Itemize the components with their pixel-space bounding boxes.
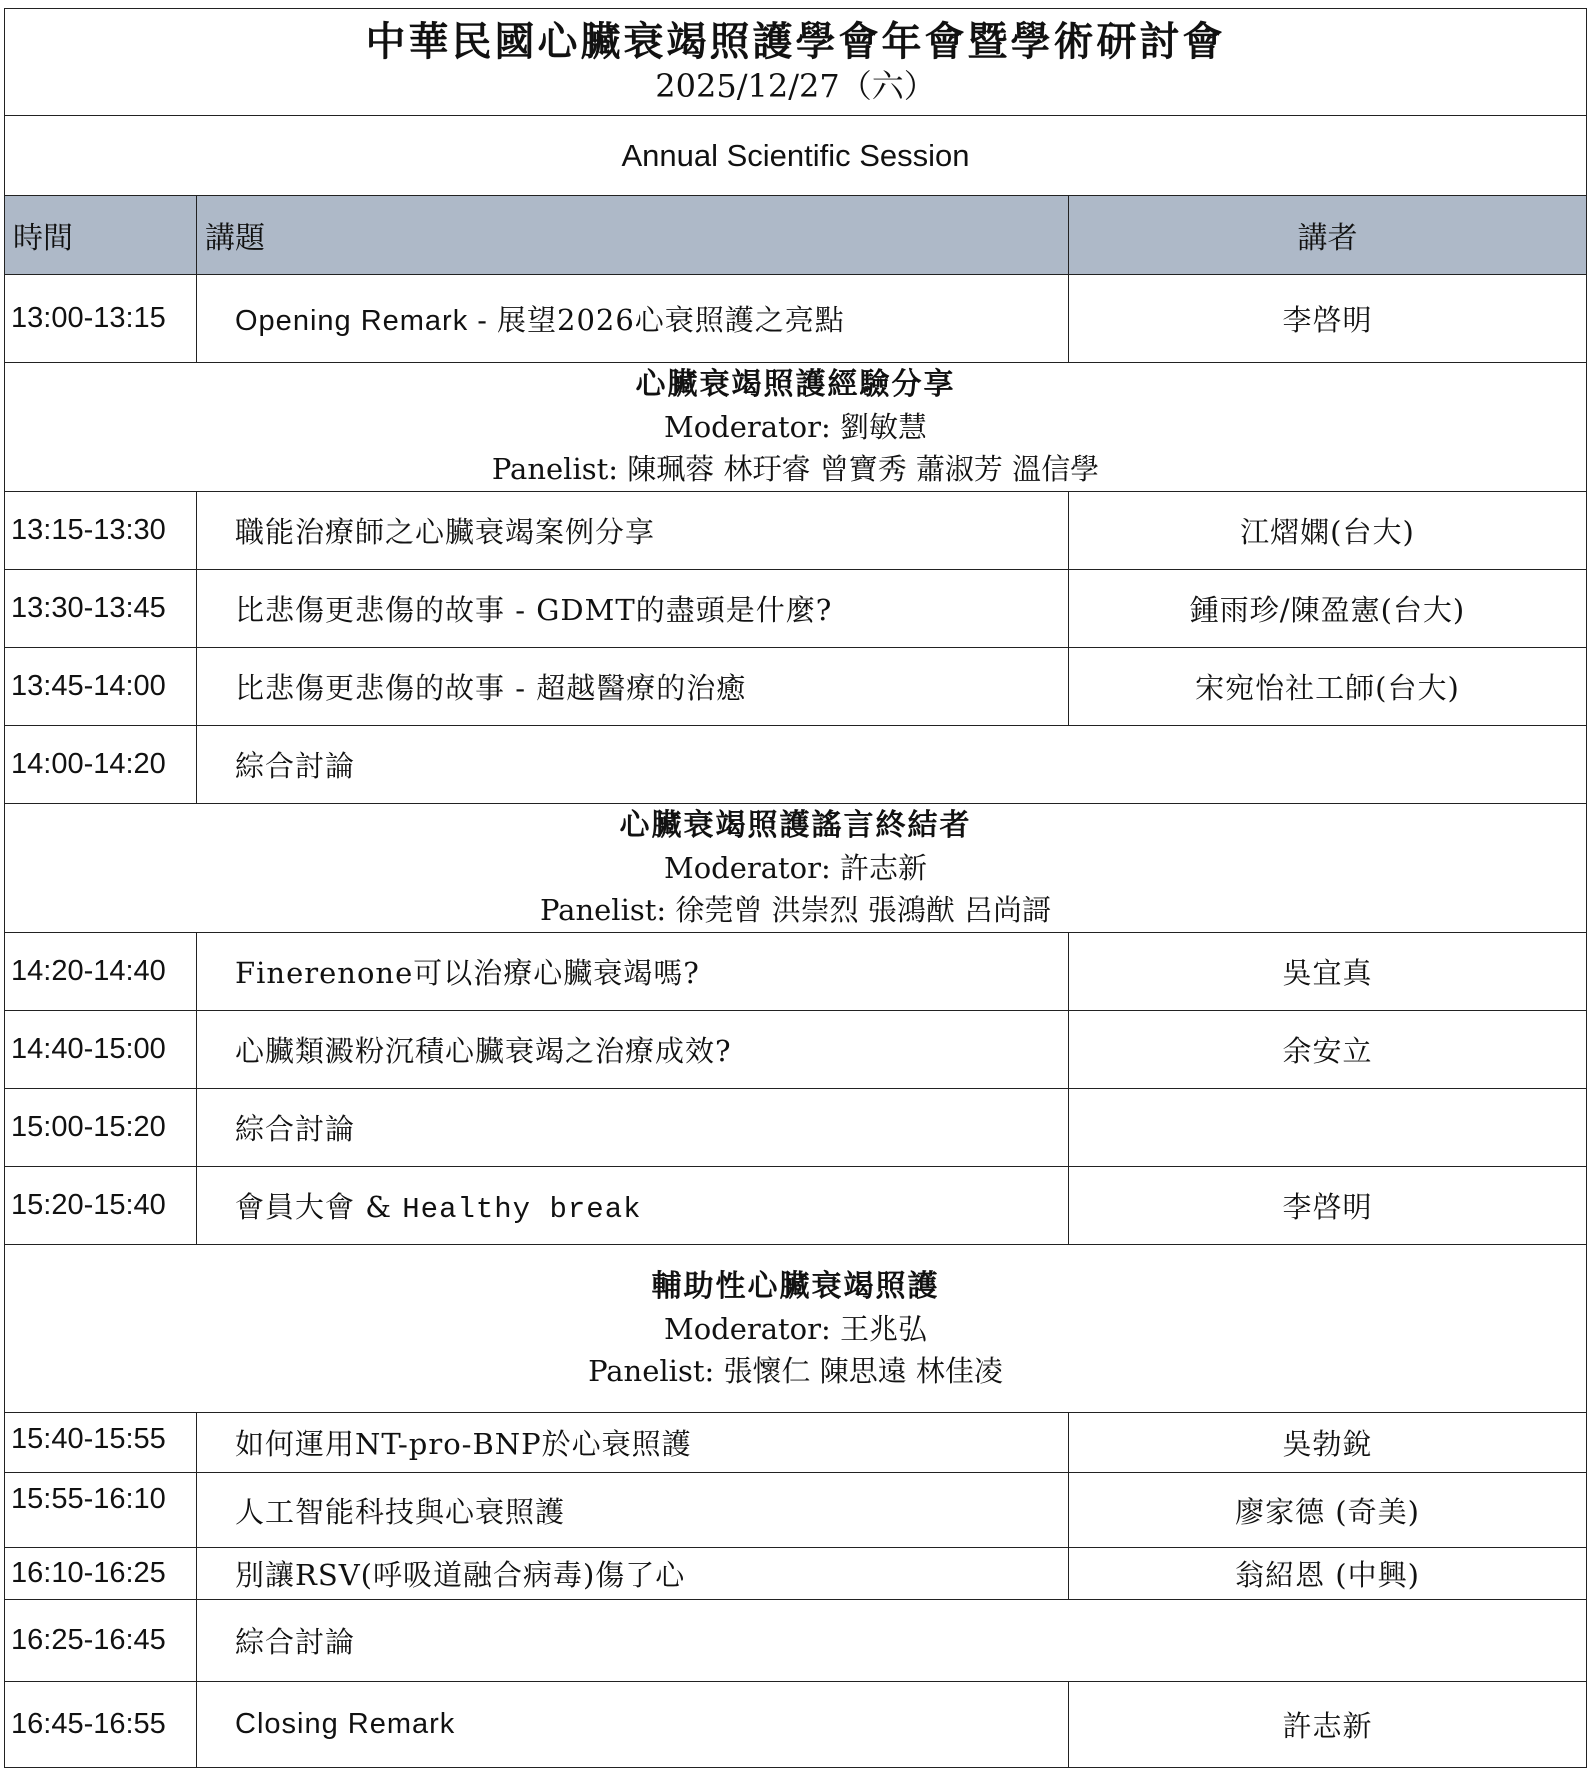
session-moderator: Moderator: 許志新 xyxy=(664,851,927,885)
time-cell: 13:45-14:00 xyxy=(5,648,197,726)
time-cell: 16:25-16:45 xyxy=(5,1600,197,1682)
table-row xyxy=(5,933,1587,1011)
time-cell: 14:20-14:40 xyxy=(5,933,197,1011)
session-title: 輔助性心臟衰竭照護 xyxy=(651,1268,940,1304)
topic-prefix: Opening Remark - xyxy=(235,305,497,337)
time-cell: 13:15-13:30 xyxy=(5,492,197,570)
table-row xyxy=(5,1413,1587,1473)
table-row xyxy=(5,1473,1587,1548)
topic-cell: Finerenone可以治療心臟衰竭嗎? xyxy=(197,933,1069,1011)
time-cell: 16:10-16:25 xyxy=(5,1548,197,1600)
table-row xyxy=(5,1011,1587,1089)
column-header-time: 時間 xyxy=(5,196,197,275)
table-row xyxy=(5,1167,1587,1245)
time-cell: 15:20-15:40 xyxy=(5,1167,197,1245)
page-title: 中華民國心臟衰竭照護學會年會暨學術研討會 xyxy=(365,18,1226,65)
table-row xyxy=(5,648,1587,726)
table-row xyxy=(5,1089,1587,1167)
topic-cell xyxy=(197,275,1069,363)
speaker-cell: 許志新 xyxy=(1069,1682,1587,1768)
session-moderator: Moderator: 王兆弘 xyxy=(664,1311,927,1346)
topic-cell: 人工智能科技與心衰照護 xyxy=(197,1473,1069,1548)
session-panelist: Panelist: 徐莞曾 洪崇烈 張鴻猷 呂尚謌 xyxy=(539,893,1052,927)
agenda-document xyxy=(4,8,1586,1768)
table-row xyxy=(5,1682,1587,1768)
speaker-cell: 余安立 xyxy=(1069,1011,1587,1089)
topic-cell: 綜合討論 xyxy=(197,1600,1587,1682)
time-cell: 15:55-16:10 xyxy=(5,1473,197,1548)
topic-cell: 心臟類澱粉沉積心臟衰竭之治療成效? xyxy=(197,1011,1069,1089)
table-row xyxy=(5,1548,1587,1600)
speaker-cell: 宋宛怡社工師(台大) xyxy=(1069,648,1587,726)
time-cell: 16:45-16:55 xyxy=(5,1682,197,1768)
speaker-cell: 李啓明 xyxy=(1069,275,1587,363)
topic-cell: Closing Remark xyxy=(197,1682,1069,1768)
session-row xyxy=(5,363,1587,492)
title-block xyxy=(5,9,1587,116)
table-row xyxy=(5,275,1587,363)
session-title: 心臟衰竭照護謠言終結者 xyxy=(619,808,972,843)
column-header-speaker: 講者 xyxy=(1069,196,1587,275)
topic-cell: 比悲傷更悲傷的故事 - 超越醫療的治癒 xyxy=(197,648,1069,726)
speaker-cell: 吳宜真 xyxy=(1069,933,1587,1011)
session-name: Annual Scientific Session xyxy=(5,116,1587,196)
topic-text-mono: Healthy break xyxy=(402,1193,642,1226)
speaker-cell: 李啓明 xyxy=(1069,1167,1587,1245)
time-cell: 15:00-15:20 xyxy=(5,1089,197,1167)
event-date: 2025/12/27（六） xyxy=(655,67,936,105)
time-cell: 13:00-13:15 xyxy=(5,275,197,363)
time-cell: 15:40-15:55 xyxy=(5,1413,197,1473)
time-cell: 14:40-15:00 xyxy=(5,1011,197,1089)
session-title: 心臟衰竭照護經驗分享 xyxy=(635,367,956,402)
session-block xyxy=(5,1245,1587,1413)
session-row xyxy=(5,804,1587,933)
session-moderator: Moderator: 劉敏慧 xyxy=(664,410,927,444)
speaker-cell: 廖家德 (奇美) xyxy=(1069,1473,1587,1548)
topic-cell: 職能治療師之心臟衰竭案例分享 xyxy=(197,492,1069,570)
time-cell: 13:30-13:45 xyxy=(5,570,197,648)
speaker-cell: 江熠嫻(台大) xyxy=(1069,492,1587,570)
speaker-cell: 鍾雨珍/陳盈憲(台大) xyxy=(1069,570,1587,648)
table-row xyxy=(5,492,1587,570)
topic-cell xyxy=(197,1167,1069,1245)
table-row xyxy=(5,570,1587,648)
session-block xyxy=(5,804,1587,933)
topic-cell: 比悲傷更悲傷的故事 - GDMT的盡頭是什麼? xyxy=(197,570,1069,648)
column-header-topic: 講題 xyxy=(197,196,1069,275)
table-header-row xyxy=(5,196,1587,275)
session-panelist: Panelist: 張懷仁 陳思遠 林佳凌 xyxy=(588,1353,1003,1388)
session-panelist: Panelist: 陳珮蓉 林玗睿 曾寶秀 蕭淑芳 溫信學 xyxy=(491,452,1100,486)
session-row xyxy=(5,1245,1587,1413)
table-row xyxy=(5,726,1587,804)
topic-cell: 別讓RSV(呼吸道融合病毒)傷了心 xyxy=(197,1548,1069,1600)
speaker-cell xyxy=(1069,1089,1587,1167)
topic-cell: 綜合討論 xyxy=(197,1089,1069,1167)
topic-text: 展望2026心衰照護之亮點 xyxy=(497,303,845,337)
speaker-cell: 吳勃銳 xyxy=(1069,1413,1587,1473)
topic-cell: 如何運用NT-pro-BNP於心衰照護 xyxy=(197,1413,1069,1473)
table-row xyxy=(5,1600,1587,1682)
session-block xyxy=(5,363,1587,492)
agenda-table xyxy=(4,8,1587,1768)
time-cell: 14:00-14:20 xyxy=(5,726,197,804)
topic-text: 會員大會 & xyxy=(235,1190,403,1224)
topic-cell: 綜合討論 xyxy=(197,726,1587,804)
speaker-cell: 翁紹恩 (中興) xyxy=(1069,1548,1587,1600)
